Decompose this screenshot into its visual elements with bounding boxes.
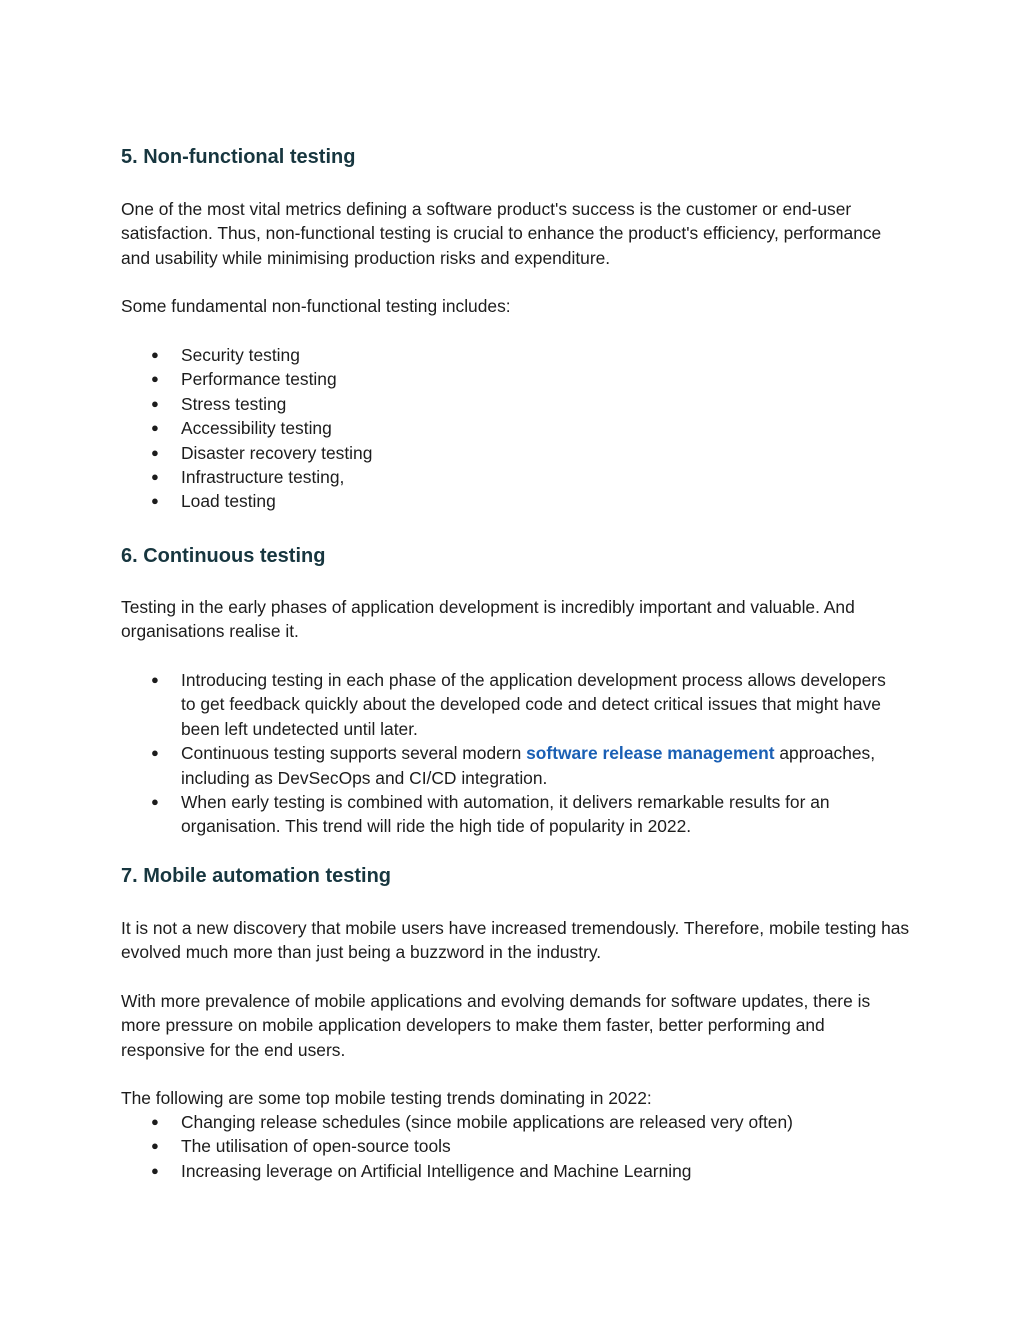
software-release-management-link[interactable]: software release management <box>526 743 775 764</box>
section-heading-continuous: 6. Continuous testing <box>121 545 326 567</box>
paragraph: Testing in the early phases of application development is incredibly important and valuable. And organisations realise it. <box>121 597 855 642</box>
paragraph: The following are some top mobile testing trends dominating in 2022: <box>121 1088 652 1108</box>
bullet-icon: ● <box>151 1114 159 1129</box>
list-item: ● When early testing is combined with automation, it delivers remarkable results for an organisation. This trend will ride the high tide of popularity in 2022. <box>151 792 830 837</box>
paragraph: One of the most vital metrics defining a software product's success is the customer or end-user satisfaction. Thus, non-functional testing is crucial to enhance the product's efficiency, performance and usability while minimising production risks and expenditure. <box>121 199 882 268</box>
list-item: ● Changing release schedules (since mobile applications are released very often) <box>121 1110 911 1134</box>
list-item: ● Infrastructure testing, <box>121 465 911 489</box>
list-item: ● Introducing testing in each phase of the application development process allows developers to get feedback quickly about the developed code and detect critical issues that might have been left undetected until later. <box>151 670 886 739</box>
bullet-icon: ● <box>151 493 159 509</box>
list-item: ● Increasing leverage on Artificial Intelligence and Machine Learning <box>121 1159 911 1183</box>
paragraph: Some fundamental non-functional testing includes: <box>121 296 511 316</box>
bullet-list-continuous <box>121 668 891 839</box>
list-item: ● Accessibility testing <box>121 416 911 440</box>
section-heading-mobile-automation: 7. Mobile automation testing <box>121 865 392 887</box>
list-item: ● Load testing <box>121 489 911 513</box>
bullet-icon: ● <box>151 1162 159 1178</box>
bullet-icon: ● <box>151 420 159 436</box>
list-item: ● Stress testing <box>121 392 911 416</box>
list-item: ● Security testing <box>121 343 911 367</box>
bullet-icon: ● <box>151 794 159 810</box>
bullet-icon: ● <box>151 1138 159 1154</box>
paragraph: With more prevalence of mobile applications and evolving demands for software updates, there is more pressure on mobile application developers to make them faster, better performing and responsive for the end users. <box>121 991 871 1060</box>
bullet-icon: ● <box>151 444 159 460</box>
list-item: ● Continuous testing supports several modern software release management approaches, including as DevSecOps and CI/CD integration. <box>151 743 876 788</box>
bullet-list-mobile <box>121 1110 911 1183</box>
bullet-icon: ● <box>151 371 159 387</box>
bullet-list-non-functional <box>121 343 911 514</box>
bullet-icon: ● <box>151 745 159 761</box>
bullet-icon: ● <box>151 395 159 411</box>
bullet-icon: ● <box>151 347 159 362</box>
list-item: ● Disaster recovery testing <box>121 441 911 465</box>
bullet-icon: ● <box>151 672 159 687</box>
bullet-icon: ● <box>151 469 159 485</box>
list-item: ● The utilisation of open-source tools <box>121 1134 911 1158</box>
paragraph: It is not a new discovery that mobile users have increased tremendously. Therefore, mobile testing has evolved much more than just being a buzzword in the industry. <box>121 918 910 963</box>
list-item: ● Performance testing <box>121 367 911 391</box>
section-heading-non-functional: 5. Non-functional testing <box>121 146 356 168</box>
